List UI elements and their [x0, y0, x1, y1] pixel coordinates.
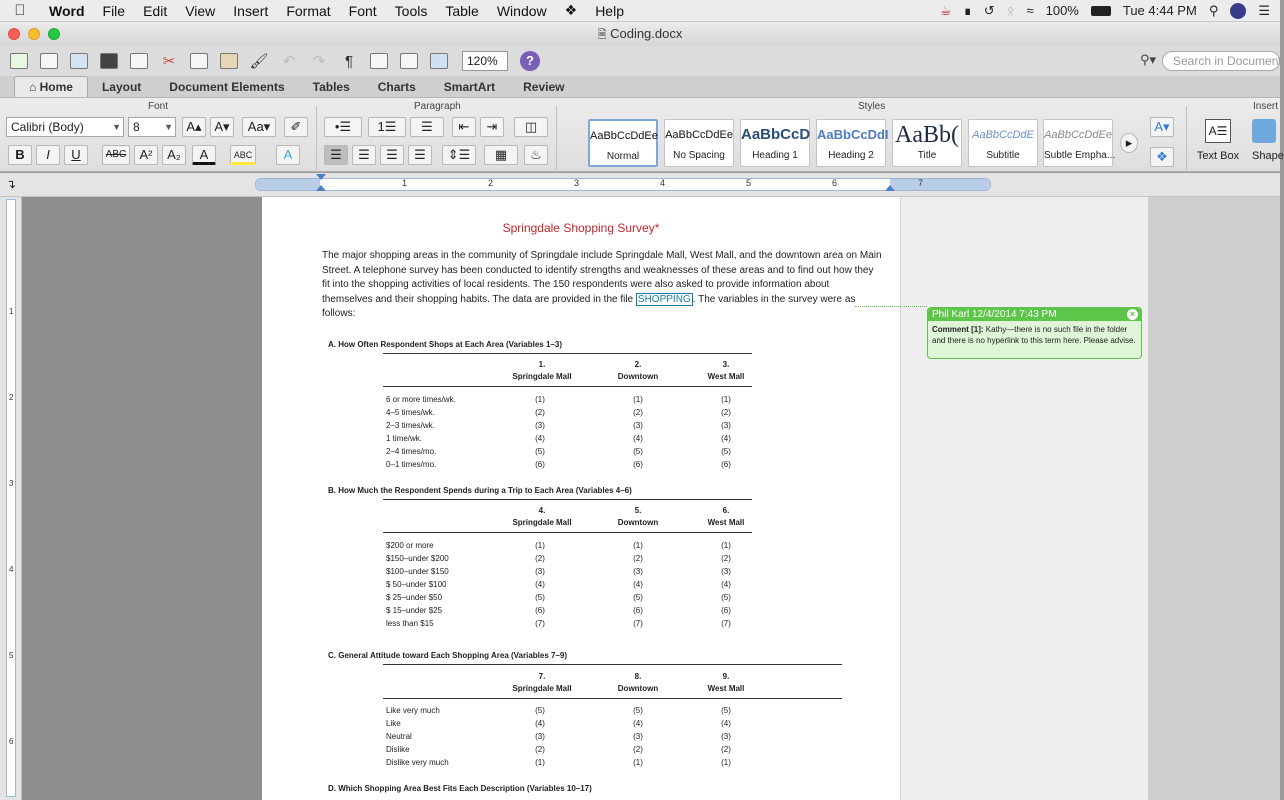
table-cell[interactable]: (1) — [633, 541, 643, 550]
column-label: West Mall — [707, 684, 745, 693]
menu-window[interactable]: Window — [496, 2, 547, 19]
right-indent-marker[interactable] — [885, 185, 895, 191]
ruler-right-margin — [890, 179, 990, 190]
style-preview: AaBbCcD — [741, 126, 811, 143]
table-cell[interactable]: (2) — [535, 408, 545, 417]
table-cell[interactable]: (4) — [633, 580, 643, 589]
style-name: Subtitle — [986, 150, 1020, 161]
table-cell[interactable]: (6) — [721, 606, 731, 615]
column-label: Springdale Mall — [512, 518, 572, 527]
table-cell[interactable]: (4) — [633, 434, 643, 443]
table-cell[interactable]: (3) — [535, 567, 545, 576]
font-name-value: Calibri (Body) — [11, 120, 84, 134]
ruler-number: 3 — [574, 178, 580, 188]
vertical-ruler[interactable] — [0, 197, 22, 800]
table-cell[interactable]: (5) — [633, 593, 643, 602]
table-cell[interactable]: (1) — [535, 541, 545, 550]
column-label: Springdale Mall — [512, 372, 572, 381]
ruler-number: 5 — [9, 651, 14, 660]
tab-smartart[interactable]: SmartArt — [443, 80, 496, 94]
column-number: 3. — [722, 360, 730, 369]
increase-indent-button[interactable]: ⇥ — [480, 117, 504, 137]
ruler-left-margin — [256, 179, 320, 190]
text-box-icon: A☰ — [1205, 119, 1231, 143]
column-number: 2. — [634, 360, 642, 369]
column-header — [681, 505, 771, 529]
section-heading[interactable]: C. General Attitude toward Each Shopping Area (Variables 7–9) — [328, 651, 568, 660]
styles-next-button[interactable]: ▸ — [1120, 133, 1138, 153]
style-preview: AaBbCcDdE — [972, 129, 1034, 141]
menu-table[interactable]: Table — [445, 2, 479, 19]
table-cell[interactable]: (5) — [633, 447, 643, 456]
text-box-button[interactable] — [1194, 119, 1242, 162]
zoom-window-button[interactable] — [48, 28, 60, 40]
comment-label: Comment [1]: — [932, 325, 984, 334]
column-label: West Mall — [707, 518, 745, 527]
table-cell[interactable]: (1) — [721, 395, 731, 404]
style-heading-1[interactable] — [740, 119, 810, 167]
tab-review[interactable]: Review — [523, 80, 565, 94]
comment-balloon[interactable] — [927, 307, 1142, 359]
paste-icon[interactable] — [216, 50, 242, 72]
horizontal-ruler[interactable] — [255, 178, 991, 191]
intro-text: The major shopping areas in the community of Springdale include Springdale Mall, West Mall, and the downtown area on Main Street. A telephone survey has been conducted to identify strengths and weaknesses of these areas and to find out how they fit into the shopping activities of local residents. The 150 respondents were also asked to provide information about themselves and their shopping habits. The data are provided in the file — [322, 250, 882, 305]
table-rule — [383, 532, 752, 533]
zoom-select[interactable]: 120% — [462, 51, 508, 71]
table-cell[interactable]: (5) — [721, 593, 731, 602]
shading-icon[interactable]: ♨ — [524, 145, 548, 165]
document-icon: 🗎 — [597, 29, 607, 41]
column-header — [497, 359, 587, 383]
style-inspector-icon[interactable]: ❖ — [1150, 147, 1174, 167]
style-name: Heading 2 — [828, 150, 874, 161]
search-icon[interactable]: ⚲▾ — [1139, 52, 1156, 67]
right-gutter — [1148, 197, 1280, 800]
menu-help[interactable]: Help — [595, 2, 624, 19]
column-label: West Mall — [707, 372, 745, 381]
table-cell[interactable]: (4) — [721, 719, 731, 728]
column-number: 7. — [538, 672, 546, 681]
cut-icon[interactable]: ✂ — [162, 53, 176, 70]
battery-percent[interactable]: 100% — [1045, 3, 1079, 18]
standard-toolbar — [0, 46, 1280, 76]
table-cell[interactable]: (4) — [721, 580, 731, 589]
format-painter-icon[interactable]: 🖌 — [249, 53, 269, 70]
table-cell[interactable]: (2) — [721, 408, 731, 417]
new-document-icon[interactable] — [6, 50, 32, 72]
column-header — [681, 671, 771, 695]
table-cell[interactable]: (1) — [633, 758, 643, 767]
redo-icon[interactable]: ↷ — [312, 53, 326, 70]
table-cell[interactable]: (2) — [633, 554, 643, 563]
row-label[interactable]: Dislike — [386, 745, 410, 754]
section-heading[interactable]: D. Which Shopping Area Best Fits Each Description (Variables 10–17) — [328, 784, 592, 793]
column-label: Springdale Mall — [512, 684, 572, 693]
column-header — [497, 505, 587, 529]
delete-comment-icon[interactable]: × — [1127, 309, 1138, 320]
column-header — [593, 671, 683, 695]
column-number: 5. — [634, 506, 642, 515]
spotlight-search-icon[interactable]: ⚲ — [1208, 2, 1219, 18]
comment-leader-line — [855, 306, 927, 307]
ruler-number: 2 — [488, 178, 494, 188]
bullets-button[interactable]: •☰ — [324, 117, 362, 137]
table-cell[interactable]: (2) — [721, 554, 731, 563]
line-spacing-button[interactable]: ⇕☰ — [442, 145, 476, 165]
insert-group-label: Insert — [1253, 101, 1279, 112]
row-label[interactable]: Neutral — [386, 732, 412, 741]
style-subtle-emphasis[interactable] — [1043, 119, 1116, 167]
minimize-window-button[interactable] — [28, 28, 40, 40]
left-indent-marker[interactable] — [316, 185, 326, 191]
shrink-font-button[interactable]: A▾ — [210, 117, 234, 137]
coffee-cup-icon[interactable]: ☕ — [939, 2, 952, 18]
style-name: Heading 1 — [752, 150, 798, 161]
table-cell[interactable]: (4) — [535, 580, 545, 589]
time-machine-icon[interactable]: ↺ — [983, 2, 995, 18]
font-name-select[interactable] — [6, 117, 124, 137]
ruler-number: 2 — [9, 393, 14, 402]
close-window-button[interactable] — [8, 28, 20, 40]
first-line-indent-marker[interactable] — [316, 174, 326, 180]
table-cell[interactable]: (6) — [535, 606, 545, 615]
ribbon-separator — [316, 106, 317, 170]
shape-button[interactable] — [1248, 119, 1284, 162]
style-preview: AaBbCcDdEe — [665, 129, 733, 141]
table-cell[interactable]: (3) — [633, 732, 643, 741]
ruler-number: 1 — [9, 307, 14, 316]
table-cell[interactable]: (7) — [535, 619, 545, 628]
table-cell[interactable]: (6) — [633, 606, 643, 615]
subscript-button[interactable]: A₂ — [162, 145, 186, 165]
style-no-spacing[interactable] — [664, 119, 734, 167]
row-label[interactable]: 4–5 times/wk. — [386, 408, 435, 417]
row-label[interactable]: $100–under $150 — [386, 567, 449, 576]
strikethrough-button[interactable]: ABC — [102, 145, 130, 165]
table-cell[interactable]: (5) — [535, 706, 545, 715]
table-rule — [383, 698, 842, 699]
table-cell[interactable]: (1) — [721, 541, 731, 550]
app-menu[interactable]: Word — [49, 2, 85, 19]
menu-font[interactable]: Font — [348, 2, 377, 19]
table-cell[interactable]: (2) — [721, 745, 731, 754]
section-heading[interactable]: A. How Often Respondent Shops at Each Area (Variables 1–3) — [328, 340, 562, 349]
menu-format[interactable]: Format — [286, 2, 331, 19]
ribbon-separator — [1186, 106, 1187, 170]
ruler-number: 7 — [918, 178, 924, 188]
multilevel-list-button[interactable]: ☰ — [410, 117, 444, 137]
style-preview: AaBbCcDdEe — [1044, 129, 1112, 141]
align-left-button[interactable]: ☰ — [324, 145, 348, 165]
sidebar-icon[interactable] — [396, 50, 422, 72]
row-label[interactable]: $200 or more — [386, 541, 434, 550]
row-label[interactable]: less than $15 — [386, 619, 434, 628]
user-profile-icon[interactable] — [1230, 3, 1246, 19]
row-label[interactable]: Like — [386, 719, 401, 728]
row-label[interactable]: $ 25–under $50 — [386, 593, 443, 602]
column-header — [593, 505, 683, 529]
font-size-select[interactable] — [128, 117, 176, 137]
section-heading[interactable]: B. How Much the Respondent Spends during a Trip to Each Area (Variables 4–6) — [328, 486, 632, 495]
table-cell[interactable]: (5) — [535, 447, 545, 456]
font-group-label: Font — [148, 101, 169, 112]
highlight-button[interactable]: ABC — [230, 145, 256, 165]
text-effects-button[interactable]: A — [276, 145, 300, 165]
tab-selector-icon[interactable]: ↴ — [6, 177, 17, 191]
menu-file[interactable]: File — [102, 2, 126, 19]
column-label: Downtown — [617, 518, 659, 527]
row-label[interactable]: $150–under $200 — [386, 554, 449, 563]
justify-button[interactable]: ☰ — [408, 145, 432, 165]
commented-term[interactable]: SHOPPING — [637, 293, 691, 305]
style-name: Subtle Empha... — [1044, 150, 1116, 161]
table-cell[interactable]: (5) — [721, 447, 731, 456]
table-cell[interactable]: (3) — [535, 421, 545, 430]
style-preview: AaBb( — [895, 122, 959, 148]
style-name: No Spacing — [673, 150, 725, 161]
column-label: Downtown — [617, 684, 659, 693]
chevron-down-icon: ▼ — [164, 122, 173, 132]
table-cell[interactable]: (6) — [535, 460, 545, 469]
table-cell[interactable]: (7) — [633, 619, 643, 628]
markup-area — [900, 197, 1148, 800]
wifi-icon[interactable]: ≈ — [1026, 3, 1034, 18]
row-label[interactable]: Dislike very much — [386, 758, 449, 767]
row-label[interactable]: 2–4 times/mo. — [386, 447, 437, 456]
table-cell[interactable]: (3) — [535, 732, 545, 741]
table-cell[interactable]: (3) — [721, 421, 731, 430]
styles-group-label: Styles — [858, 101, 886, 112]
bold-button[interactable]: B — [8, 145, 32, 165]
show-formatting-icon[interactable]: ¶ — [344, 52, 354, 70]
table-cell[interactable]: (5) — [633, 706, 643, 715]
media-browser-icon[interactable] — [426, 50, 452, 72]
ribbon-separator — [556, 106, 557, 170]
table-cell[interactable]: (5) — [535, 593, 545, 602]
table-cell[interactable]: (4) — [535, 434, 545, 443]
templates-icon[interactable] — [36, 50, 62, 72]
style-subtitle[interactable] — [968, 119, 1038, 167]
intro-paragraph[interactable] — [322, 249, 882, 322]
tab-layout[interactable]: Layout — [101, 80, 142, 94]
home-icon: ⌂ — [29, 80, 40, 94]
tab-home-label: Home — [39, 80, 73, 94]
window-title: Coding.docx — [610, 26, 683, 41]
apple-menu-icon[interactable] — [0, 2, 40, 19]
table-cell[interactable]: (4) — [633, 719, 643, 728]
ruler-number: 1 — [402, 178, 408, 188]
row-label[interactable]: 6 or more times/wk. — [386, 395, 456, 404]
column-number: 9. — [722, 672, 730, 681]
table-cell[interactable]: (3) — [633, 567, 643, 576]
open-icon[interactable] — [66, 50, 92, 72]
view-toggle-icon[interactable] — [366, 50, 392, 72]
intro-text-end: . The variables in the survey were as follows: — [322, 293, 856, 320]
text-box-label: Text Box — [1196, 150, 1240, 162]
vertical-ruler-track — [6, 199, 16, 797]
column-header — [681, 359, 771, 383]
ruler-number: 4 — [660, 178, 666, 188]
rss-icon[interactable]: ∎ — [963, 2, 972, 18]
table-cell[interactable]: (5) — [721, 706, 731, 715]
row-label[interactable]: 2–3 times/wk. — [386, 421, 435, 430]
column-number: 4. — [538, 506, 546, 515]
style-name: Title — [917, 150, 937, 161]
chevron-down-icon: ▼ — [112, 122, 121, 132]
shape-icon — [1252, 119, 1276, 143]
numbering-button[interactable]: 1☰ — [368, 117, 406, 137]
menu-edit[interactable]: Edit — [143, 2, 168, 19]
table-rule — [383, 353, 752, 354]
underline-button[interactable]: U — [64, 145, 88, 165]
notification-center-icon[interactable]: ☰ — [1258, 2, 1270, 18]
script-menu-icon[interactable]: ❖ — [564, 2, 578, 18]
table-cell[interactable]: (4) — [721, 434, 731, 443]
ruler-number: 3 — [9, 479, 14, 488]
row-label[interactable]: Like very much — [386, 706, 440, 715]
table-cell[interactable]: (6) — [721, 460, 731, 469]
ruler-number: 4 — [9, 565, 14, 574]
table-cell[interactable]: (1) — [535, 395, 545, 404]
align-center-button[interactable]: ☰ — [352, 145, 376, 165]
undo-icon[interactable]: ↶ — [282, 53, 296, 70]
table-cell[interactable]: (2) — [633, 745, 643, 754]
comment-header: Phil Karl 12/4/2014 7:43 PM — [928, 308, 1141, 321]
paragraph-group-label: Paragraph — [414, 101, 461, 112]
comment-body[interactable] — [928, 321, 1141, 349]
italic-button[interactable]: I — [36, 145, 60, 165]
table-cell[interactable]: (7) — [721, 619, 731, 628]
menu-insert[interactable]: Insert — [233, 2, 269, 19]
table-cell[interactable]: (4) — [535, 719, 545, 728]
print-icon[interactable] — [126, 50, 152, 72]
battery-icon[interactable] — [1091, 6, 1111, 16]
table-cell[interactable]: (1) — [535, 758, 545, 767]
style-preview: AaBbCcDdI — [817, 127, 889, 142]
save-icon[interactable] — [96, 50, 122, 72]
row-label[interactable]: $ 15–under $25 — [386, 606, 443, 615]
ruler-number: 5 — [746, 178, 752, 188]
table-cell[interactable]: (2) — [633, 408, 643, 417]
tab-tables[interactable]: Tables — [312, 80, 350, 94]
menu-view[interactable]: View — [185, 2, 216, 19]
clear-formatting-icon[interactable]: ✐ — [284, 117, 308, 137]
ruler-number: 6 — [832, 178, 838, 188]
tab-charts[interactable]: Charts — [377, 80, 416, 94]
help-icon[interactable]: ? — [520, 51, 540, 71]
align-right-button[interactable]: ☰ — [380, 145, 404, 165]
decrease-indent-button[interactable]: ⇤ — [452, 117, 476, 137]
superscript-button[interactable]: A² — [134, 145, 158, 165]
style-normal[interactable] — [588, 119, 658, 167]
row-label[interactable]: 1 time/wk. — [386, 434, 423, 443]
menu-bar — [0, 0, 1280, 22]
column-number: 6. — [722, 506, 730, 515]
row-label[interactable]: $ 50–under $100 — [386, 580, 447, 589]
styles-pane-icon[interactable]: A▾ — [1150, 117, 1174, 137]
table-cell[interactable]: (2) — [535, 745, 545, 754]
table-rule — [383, 386, 752, 387]
copy-icon[interactable] — [186, 50, 212, 72]
columns-button[interactable]: ◫ — [514, 117, 548, 137]
table-rule — [383, 499, 752, 500]
shape-label: Shape — [1252, 150, 1284, 162]
style-title[interactable] — [892, 119, 962, 167]
change-case-button[interactable]: Aa▾ — [242, 117, 276, 137]
font-color-button[interactable]: A — [192, 145, 216, 165]
tab-document-elements[interactable]: Document Elements — [169, 80, 285, 94]
borders-button[interactable]: ▦ — [484, 145, 518, 165]
ribbon-tabs — [0, 76, 1280, 98]
clock[interactable]: Tue 4:44 PM — [1122, 3, 1197, 18]
search-input[interactable]: Search in Document — [1162, 51, 1280, 71]
column-number: 1. — [538, 360, 546, 369]
grow-font-button[interactable]: A▴ — [182, 117, 206, 137]
font-size-value: 8 — [133, 120, 140, 134]
document-title[interactable]: Springdale Shopping Survey* — [502, 221, 660, 235]
table-cell[interactable]: (6) — [633, 460, 643, 469]
column-number: 8. — [634, 672, 642, 681]
style-heading-2[interactable] — [816, 119, 889, 167]
table-cell[interactable]: (3) — [721, 732, 731, 741]
table-cell[interactable]: (2) — [535, 554, 545, 563]
table-rule — [383, 664, 842, 665]
menu-tools[interactable]: Tools — [394, 2, 428, 19]
ruler-number: 6 — [9, 737, 14, 746]
window-titlebar — [0, 22, 1280, 46]
column-label: Downtown — [617, 372, 659, 381]
table-cell[interactable]: (1) — [721, 758, 731, 767]
ruler-bar — [0, 173, 1280, 197]
table-cell[interactable]: (3) — [633, 421, 643, 430]
comment-text: Kathy—there is no such file in the folder and there is no hyperlink to this term here. Please advise. — [932, 325, 1136, 345]
style-name: Normal — [606, 151, 640, 162]
column-header — [497, 671, 587, 695]
row-label[interactable]: 0–1 times/mo. — [386, 460, 437, 469]
bluetooth-icon[interactable]: ᛟ — [1006, 3, 1015, 18]
tab-home[interactable] — [14, 76, 88, 97]
table-cell[interactable]: (3) — [721, 567, 731, 576]
table-cell[interactable]: (1) — [633, 395, 643, 404]
style-preview: AaBbCcDdEe — [590, 130, 658, 142]
column-header — [593, 359, 683, 383]
